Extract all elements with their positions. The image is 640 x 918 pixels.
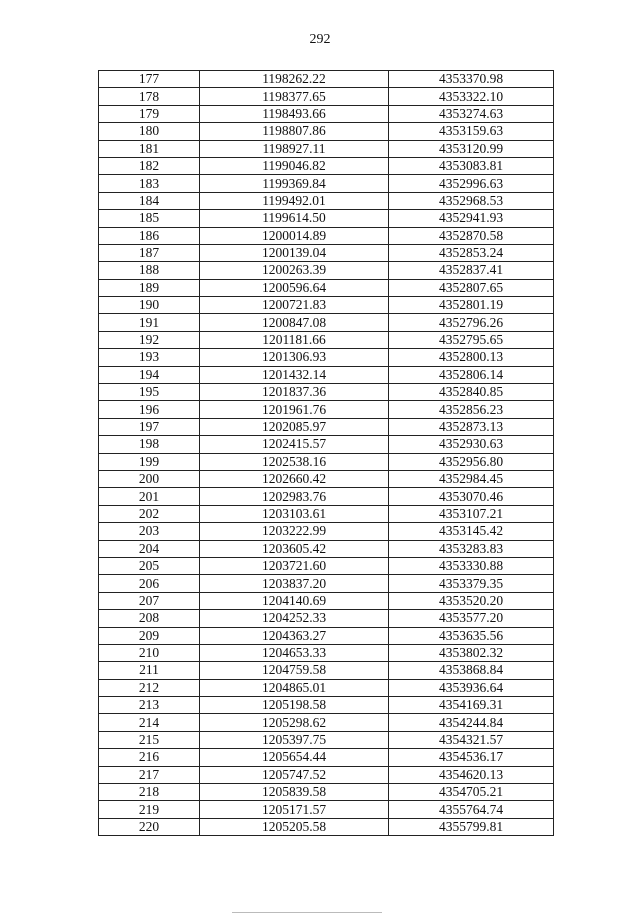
point-number-cell: 217 (99, 766, 200, 783)
point-number-cell: 196 (99, 401, 200, 418)
y-coordinate-cell: 4353322.10 (389, 88, 554, 105)
y-coordinate-cell: 4353283.83 (389, 540, 554, 557)
x-coordinate-cell: 1204252.33 (200, 610, 389, 627)
table-row (99, 401, 554, 418)
point-number-cell: 192 (99, 331, 200, 348)
table-row (99, 679, 554, 696)
point-number-cell: 206 (99, 575, 200, 592)
y-coordinate-cell: 4355764.74 (389, 801, 554, 818)
y-coordinate-cell: 4352941.93 (389, 210, 554, 227)
x-coordinate-cell: 1199046.82 (200, 157, 389, 174)
y-coordinate-cell: 4354321.57 (389, 731, 554, 748)
x-coordinate-cell: 1205298.62 (200, 714, 389, 731)
x-coordinate-cell: 1198262.22 (200, 71, 389, 88)
point-number-cell: 200 (99, 470, 200, 487)
point-number-cell: 203 (99, 523, 200, 540)
point-number-cell: 198 (99, 436, 200, 453)
point-number-cell: 178 (99, 88, 200, 105)
x-coordinate-cell: 1201181.66 (200, 331, 389, 348)
point-number-cell: 185 (99, 210, 200, 227)
table-row (99, 244, 554, 261)
y-coordinate-cell: 4354169.31 (389, 697, 554, 714)
point-number-cell: 202 (99, 505, 200, 522)
point-number-cell: 190 (99, 297, 200, 314)
y-coordinate-cell: 4352930.63 (389, 436, 554, 453)
x-coordinate-cell: 1202538.16 (200, 453, 389, 470)
table-row (99, 436, 554, 453)
y-coordinate-cell: 4352840.85 (389, 384, 554, 401)
y-coordinate-cell: 4352796.26 (389, 314, 554, 331)
point-number-cell: 210 (99, 644, 200, 661)
point-number-cell: 187 (99, 244, 200, 261)
x-coordinate-cell: 1198807.86 (200, 123, 389, 140)
x-coordinate-cell: 1204653.33 (200, 644, 389, 661)
y-coordinate-cell: 4354705.21 (389, 784, 554, 801)
table-row (99, 575, 554, 592)
point-number-cell: 181 (99, 140, 200, 157)
table-row (99, 453, 554, 470)
table-row (99, 192, 554, 209)
x-coordinate-cell: 1205397.75 (200, 731, 389, 748)
x-coordinate-cell: 1204759.58 (200, 662, 389, 679)
x-coordinate-cell: 1202085.97 (200, 418, 389, 435)
table-row (99, 714, 554, 731)
x-coordinate-cell: 1202415.57 (200, 436, 389, 453)
x-coordinate-cell: 1200139.04 (200, 244, 389, 261)
y-coordinate-cell: 4352984.45 (389, 470, 554, 487)
x-coordinate-cell: 1200014.89 (200, 227, 389, 244)
table-row (99, 262, 554, 279)
x-coordinate-cell: 1201837.36 (200, 384, 389, 401)
table-row (99, 523, 554, 540)
y-coordinate-cell: 4352795.65 (389, 331, 554, 348)
table-row (99, 71, 554, 88)
y-coordinate-cell: 4352800.13 (389, 349, 554, 366)
x-coordinate-cell: 1205654.44 (200, 749, 389, 766)
point-number-cell: 184 (99, 192, 200, 209)
x-coordinate-cell: 1205171.57 (200, 801, 389, 818)
table-row (99, 784, 554, 801)
y-coordinate-cell: 4352873.13 (389, 418, 554, 435)
point-number-cell: 194 (99, 366, 200, 383)
table-row (99, 470, 554, 487)
y-coordinate-cell: 4353145.42 (389, 523, 554, 540)
table-row (99, 366, 554, 383)
x-coordinate-cell: 1203103.61 (200, 505, 389, 522)
point-number-cell: 208 (99, 610, 200, 627)
table-row (99, 766, 554, 783)
point-number-cell: 204 (99, 540, 200, 557)
point-number-cell: 207 (99, 592, 200, 609)
y-coordinate-cell: 4352856.23 (389, 401, 554, 418)
table-row (99, 801, 554, 818)
y-coordinate-cell: 4354536.17 (389, 749, 554, 766)
point-number-cell: 209 (99, 627, 200, 644)
table-row (99, 140, 554, 157)
x-coordinate-cell: 1198493.66 (200, 105, 389, 122)
x-coordinate-cell: 1200721.83 (200, 297, 389, 314)
y-coordinate-cell: 4352956.80 (389, 453, 554, 470)
table-row (99, 731, 554, 748)
point-number-cell: 211 (99, 662, 200, 679)
coordinate-table-body (99, 71, 554, 836)
table-row (99, 88, 554, 105)
table-row (99, 279, 554, 296)
x-coordinate-cell: 1205198.58 (200, 697, 389, 714)
y-coordinate-cell: 4353330.88 (389, 557, 554, 574)
point-number-cell: 186 (99, 227, 200, 244)
table-row (99, 418, 554, 435)
y-coordinate-cell: 4352853.24 (389, 244, 554, 261)
x-coordinate-cell: 1200847.08 (200, 314, 389, 331)
point-number-cell: 177 (99, 71, 200, 88)
point-number-cell: 183 (99, 175, 200, 192)
point-number-cell: 212 (99, 679, 200, 696)
y-coordinate-cell: 4355799.81 (389, 818, 554, 835)
point-number-cell: 189 (99, 279, 200, 296)
table-row (99, 105, 554, 122)
page-number: 292 (309, 32, 331, 47)
x-coordinate-cell: 1204865.01 (200, 679, 389, 696)
y-coordinate-cell: 4353577.20 (389, 610, 554, 627)
table-row (99, 505, 554, 522)
table-row (99, 644, 554, 661)
table-row (99, 627, 554, 644)
point-number-cell: 216 (99, 749, 200, 766)
point-number-cell: 218 (99, 784, 200, 801)
table-row (99, 610, 554, 627)
y-coordinate-cell: 4353120.99 (389, 140, 554, 157)
y-coordinate-cell: 4353520.20 (389, 592, 554, 609)
table-row (99, 697, 554, 714)
x-coordinate-cell: 1201306.93 (200, 349, 389, 366)
y-coordinate-cell: 4352807.65 (389, 279, 554, 296)
coordinate-table (98, 70, 554, 836)
point-number-cell: 201 (99, 488, 200, 505)
y-coordinate-cell: 4353159.63 (389, 123, 554, 140)
x-coordinate-cell: 1199369.84 (200, 175, 389, 192)
point-number-cell: 213 (99, 697, 200, 714)
x-coordinate-cell: 1205839.58 (200, 784, 389, 801)
table-row (99, 210, 554, 227)
table-row (99, 749, 554, 766)
x-coordinate-cell: 1205747.52 (200, 766, 389, 783)
y-coordinate-cell: 4354244.84 (389, 714, 554, 731)
point-number-cell: 219 (99, 801, 200, 818)
x-coordinate-cell: 1203837.20 (200, 575, 389, 592)
table-row (99, 123, 554, 140)
table-row (99, 297, 554, 314)
y-coordinate-cell: 4353868.84 (389, 662, 554, 679)
x-coordinate-cell: 1204140.69 (200, 592, 389, 609)
point-number-cell: 220 (99, 818, 200, 835)
point-number-cell: 182 (99, 157, 200, 174)
x-coordinate-cell: 1201432.14 (200, 366, 389, 383)
table-row (99, 314, 554, 331)
table-row (99, 818, 554, 835)
point-number-cell: 195 (99, 384, 200, 401)
table-row (99, 331, 554, 348)
table-row (99, 157, 554, 174)
x-coordinate-cell: 1203721.60 (200, 557, 389, 574)
x-coordinate-cell: 1202660.42 (200, 470, 389, 487)
x-coordinate-cell: 1198377.65 (200, 88, 389, 105)
x-coordinate-cell: 1201961.76 (200, 401, 389, 418)
y-coordinate-cell: 4353370.98 (389, 71, 554, 88)
table-row (99, 349, 554, 366)
table-row (99, 384, 554, 401)
x-coordinate-cell: 1200263.39 (200, 262, 389, 279)
y-coordinate-cell: 4353635.56 (389, 627, 554, 644)
x-coordinate-cell: 1205205.58 (200, 818, 389, 835)
point-number-cell: 197 (99, 418, 200, 435)
y-coordinate-cell: 4352801.19 (389, 297, 554, 314)
x-coordinate-cell: 1203222.99 (200, 523, 389, 540)
y-coordinate-cell: 4353379.35 (389, 575, 554, 592)
table-row (99, 175, 554, 192)
point-number-cell: 188 (99, 262, 200, 279)
x-coordinate-cell: 1204363.27 (200, 627, 389, 644)
point-number-cell: 191 (99, 314, 200, 331)
y-coordinate-cell: 4352996.63 (389, 175, 554, 192)
point-number-cell: 205 (99, 557, 200, 574)
x-coordinate-cell: 1199492.01 (200, 192, 389, 209)
table-row (99, 540, 554, 557)
y-coordinate-cell: 4352837.41 (389, 262, 554, 279)
point-number-cell: 193 (99, 349, 200, 366)
point-number-cell: 180 (99, 123, 200, 140)
x-coordinate-cell: 1203605.42 (200, 540, 389, 557)
point-number-cell: 215 (99, 731, 200, 748)
table-row (99, 557, 554, 574)
x-coordinate-cell: 1200596.64 (200, 279, 389, 296)
bottom-divider (232, 912, 382, 913)
point-number-cell: 179 (99, 105, 200, 122)
y-coordinate-cell: 4352968.53 (389, 192, 554, 209)
y-coordinate-cell: 4353107.21 (389, 505, 554, 522)
table-row (99, 488, 554, 505)
y-coordinate-cell: 4354620.13 (389, 766, 554, 783)
table-row (99, 227, 554, 244)
point-number-cell: 199 (99, 453, 200, 470)
y-coordinate-cell: 4353070.46 (389, 488, 554, 505)
x-coordinate-cell: 1199614.50 (200, 210, 389, 227)
x-coordinate-cell: 1198927.11 (200, 140, 389, 157)
y-coordinate-cell: 4353083.81 (389, 157, 554, 174)
table-row (99, 592, 554, 609)
y-coordinate-cell: 4352806.14 (389, 366, 554, 383)
y-coordinate-cell: 4352870.58 (389, 227, 554, 244)
y-coordinate-cell: 4353274.63 (389, 105, 554, 122)
x-coordinate-cell: 1202983.76 (200, 488, 389, 505)
point-number-cell: 214 (99, 714, 200, 731)
table-row (99, 662, 554, 679)
y-coordinate-cell: 4353802.32 (389, 644, 554, 661)
y-coordinate-cell: 4353936.64 (389, 679, 554, 696)
